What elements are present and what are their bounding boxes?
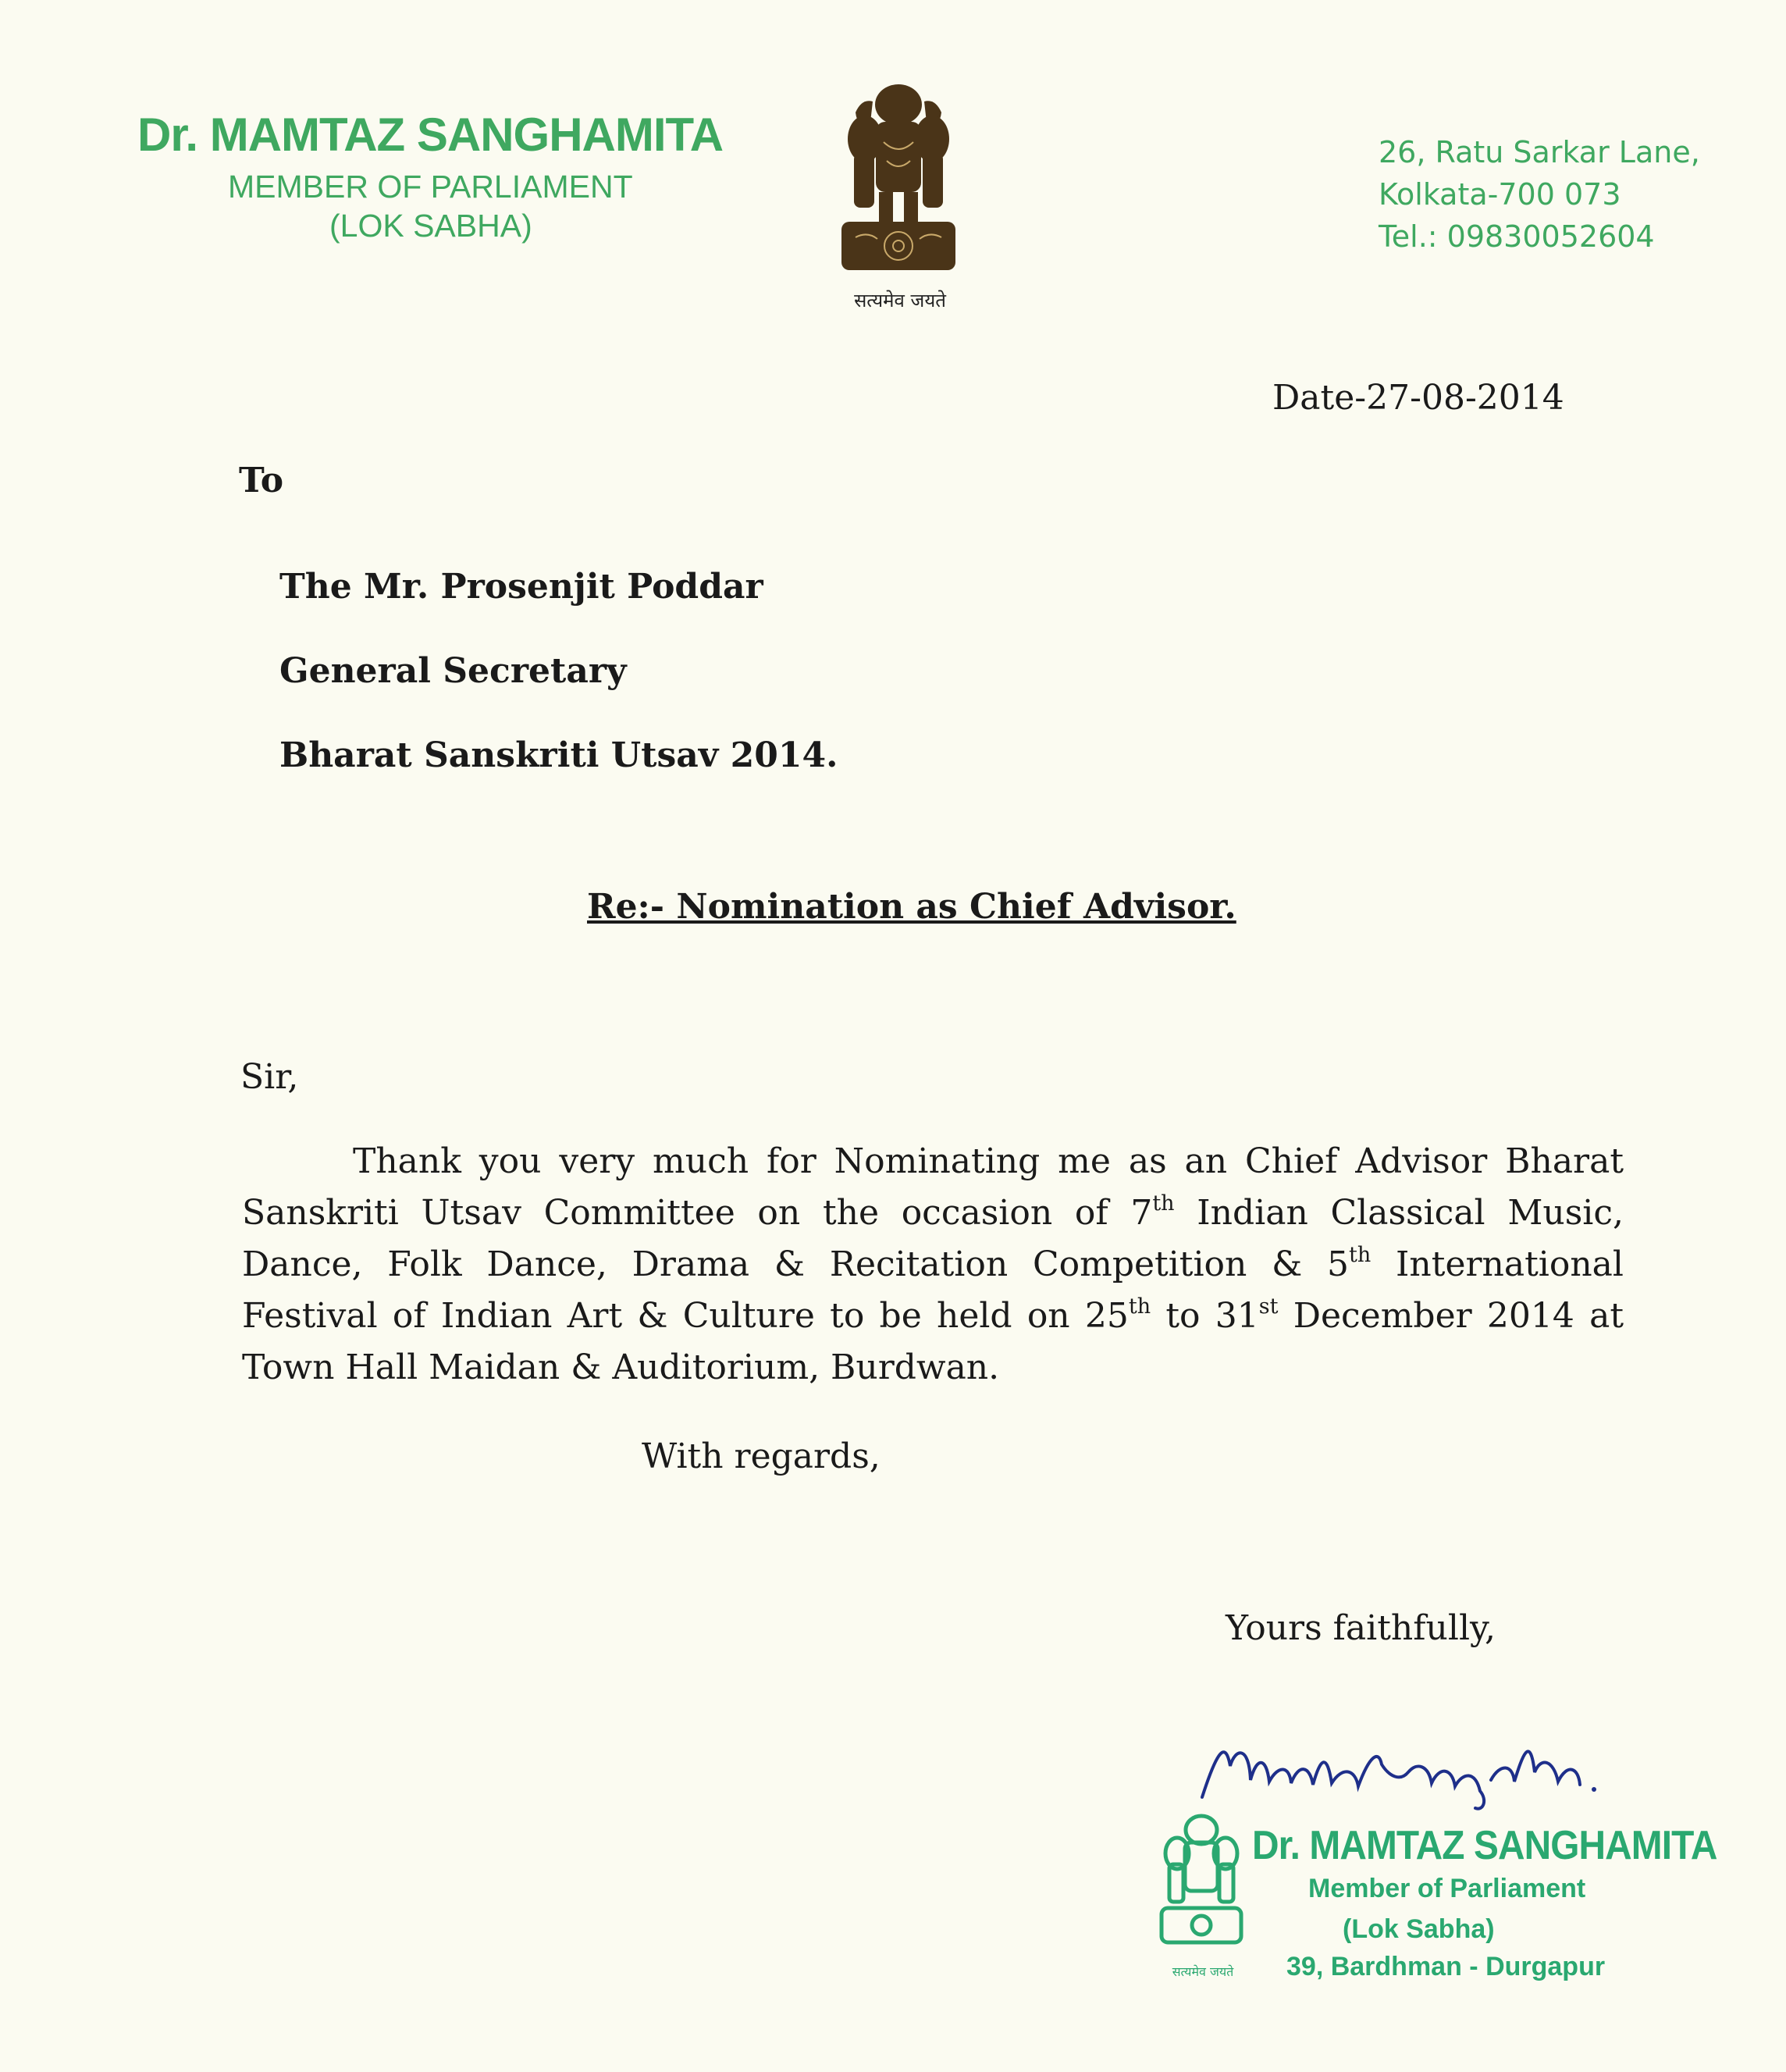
stamp-emblem-icon xyxy=(1151,1810,1252,1950)
address-phone: Tel.: 09830052604 xyxy=(1379,219,1655,254)
letterhead-role: MEMBER OF PARLIAMENT xyxy=(228,169,633,205)
letter-date: Date-27-08-2014 xyxy=(1272,378,1564,418)
address-line: 26, Ratu Sarkar Lane, xyxy=(1379,135,1700,169)
stamp-place: 39, Bardhman - Durgapur xyxy=(1286,1952,1606,1981)
to-label: To xyxy=(239,461,284,500)
recipient-name: The Mr. Prosenjit Poddar xyxy=(279,567,763,607)
stamp-motto: सत्यमेव जयते xyxy=(1172,1964,1234,1979)
stamp-role: Member of Parliament xyxy=(1308,1874,1586,1903)
emblem-motto: सत्यमेव जयते xyxy=(854,290,946,312)
letterhead-name: Dr. MAMTAZ SANGHAMITA xyxy=(137,109,724,161)
closing-line: Yours faithfully, xyxy=(1226,1608,1496,1648)
letter-subject: Re:- Nomination as Chief Advisor. xyxy=(587,887,1236,927)
address-line: Kolkata-700 073 xyxy=(1379,177,1621,212)
recipient-title: General Secretary xyxy=(279,651,627,691)
national-emblem-icon xyxy=(824,75,973,286)
recipient-organisation: Bharat Sanskriti Utsav 2014. xyxy=(279,735,838,775)
handwritten-signature xyxy=(1194,1725,1663,1819)
stamp-name: Dr. MAMTAZ SANGHAMITA xyxy=(1252,1823,1717,1868)
letterhead-address xyxy=(1379,131,1700,258)
regards-line: With regards, xyxy=(642,1437,881,1476)
recipient-block xyxy=(279,545,838,798)
stamp-house: (Lok Sabha) xyxy=(1343,1914,1495,1944)
salutation: Sir, xyxy=(240,1057,299,1097)
letter-body-paragraph: Thank you very much for Nominating me as an Chief Advisor Bharat Sanskriti Utsav Committee on the occasion of 7th Indian Classical Music, Dance, Folk Dance, Drama & Recitation Competition & 5th International Festival of Indian Art & Culture to be held on 25th to 31st December 2014 at Town Hall Maidan & Auditorium, Burdwan. xyxy=(242,1141,1624,1387)
letterhead-house: (LOK SABHA) xyxy=(329,208,532,244)
